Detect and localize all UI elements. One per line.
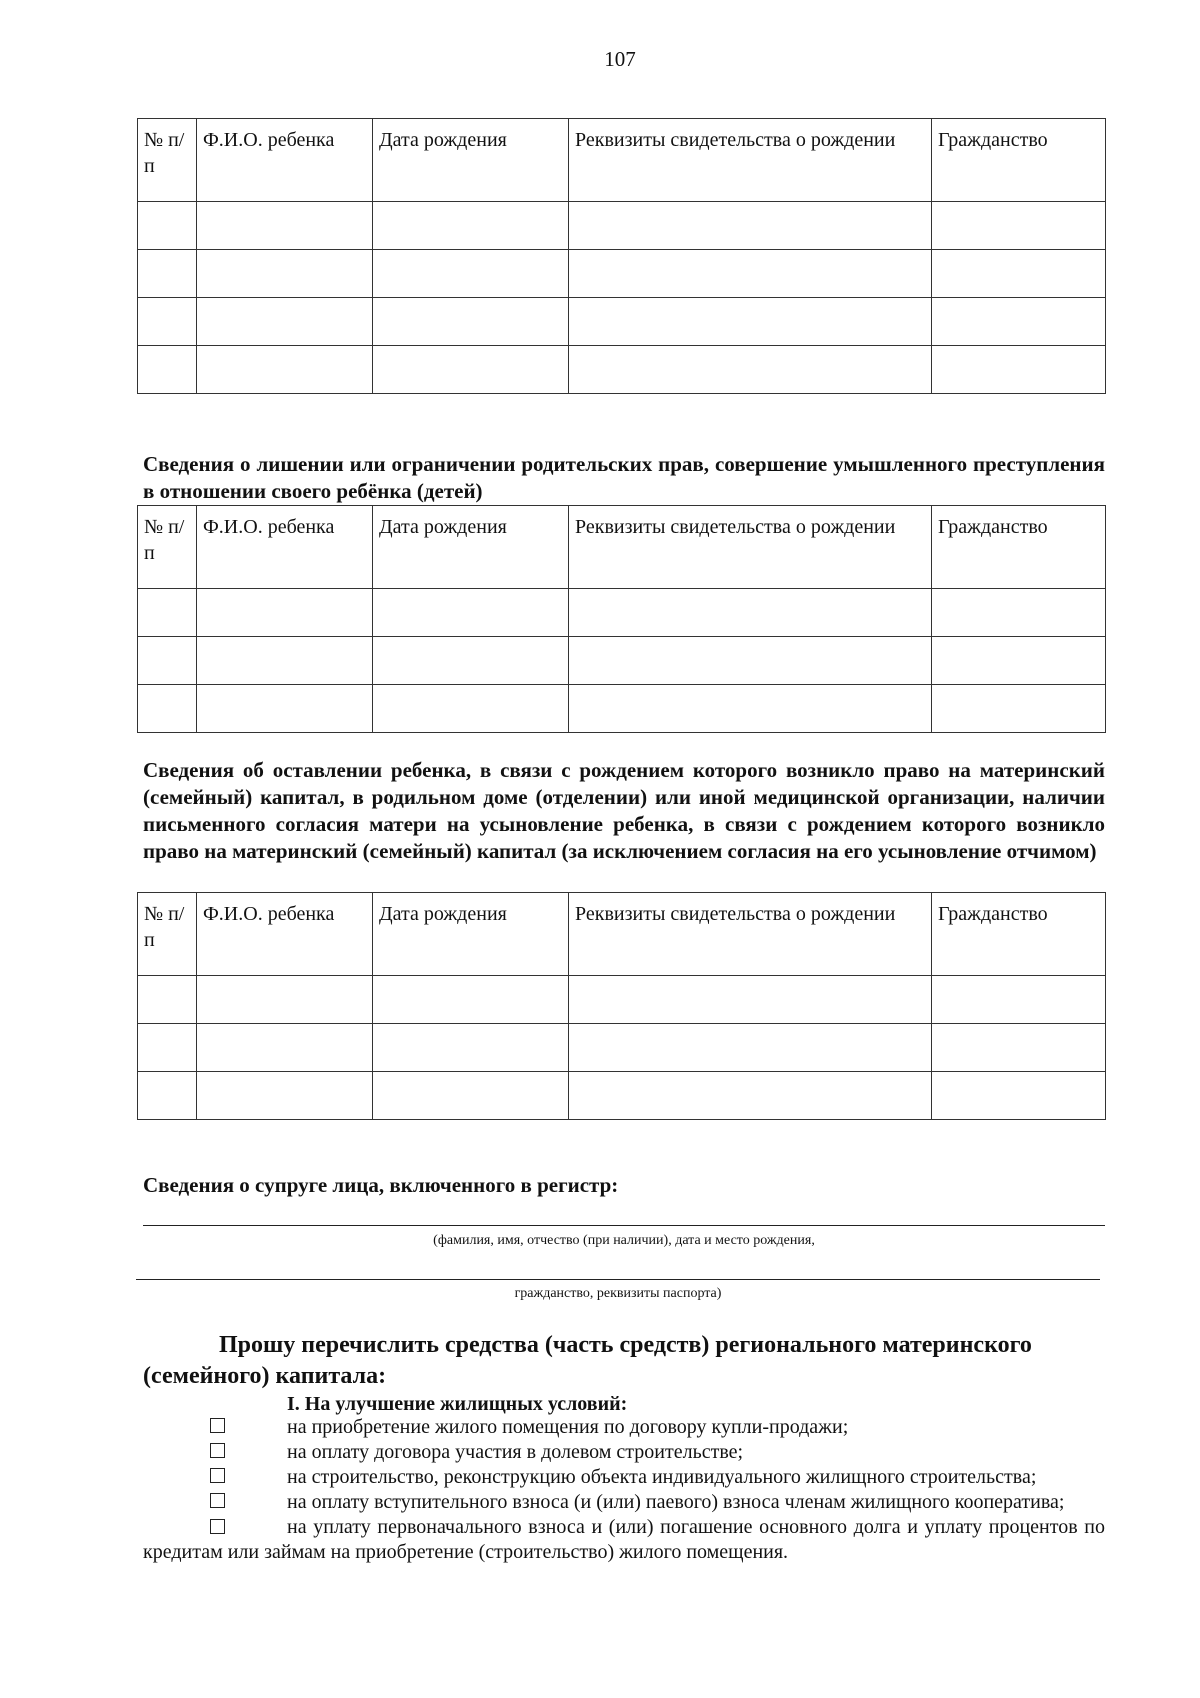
cell[interactable] xyxy=(197,637,373,685)
cell[interactable] xyxy=(932,1024,1106,1072)
cell[interactable] xyxy=(932,1072,1106,1120)
cell[interactable] xyxy=(197,202,373,250)
checkbox[interactable] xyxy=(210,1468,225,1483)
cell[interactable] xyxy=(138,637,197,685)
cell[interactable] xyxy=(197,1072,373,1120)
cell[interactable] xyxy=(373,250,569,298)
cell[interactable] xyxy=(138,976,197,1024)
cell[interactable] xyxy=(197,346,373,394)
col-header-citizenship: Гражданство xyxy=(932,506,1106,589)
table-row xyxy=(138,637,1106,685)
cell[interactable] xyxy=(373,1024,569,1072)
cell[interactable] xyxy=(932,250,1106,298)
cell[interactable] xyxy=(138,1072,197,1120)
col-header-fio: Ф.И.О. ребенка xyxy=(197,119,373,202)
cell[interactable] xyxy=(138,1024,197,1072)
table-header-row xyxy=(138,119,1106,202)
table-row xyxy=(138,976,1106,1024)
request-title: Прошу перечислить средства (часть средств) регионального материнского (семейного) капитала: xyxy=(143,1332,1032,1389)
col-header-num: № п/п xyxy=(138,119,197,202)
spouse-caption-2: гражданство, реквизиты паспорта) xyxy=(514,1286,722,1301)
checkbox[interactable] xyxy=(210,1443,225,1458)
col-header-certificate: Реквизиты свидетельства о рождении xyxy=(569,893,932,976)
page-number: 107 xyxy=(604,47,636,71)
spouse-section-title: Сведения о супруге лица, включенного в регистр: xyxy=(143,1173,619,1197)
option-label: на строительство, реконструкцию объекта индивидуального жилищного строительства; xyxy=(287,1466,1037,1488)
cell[interactable] xyxy=(932,202,1106,250)
cell[interactable] xyxy=(373,346,569,394)
col-header-citizenship: Гражданство xyxy=(932,893,1106,976)
table-header-row xyxy=(138,506,1106,589)
abandonment-table xyxy=(137,892,1106,1120)
cell[interactable] xyxy=(197,976,373,1024)
col-header-birth-date: Дата рождения xyxy=(373,893,569,976)
option-label: на оплату вступительного взноса (и (или) паевого) взноса членам жилищного кооператива; xyxy=(287,1491,1065,1513)
table-row xyxy=(138,1072,1106,1120)
cell[interactable] xyxy=(569,346,932,394)
table-row xyxy=(138,589,1106,637)
table-row xyxy=(138,346,1106,394)
cell[interactable] xyxy=(373,637,569,685)
col-header-citizenship: Гражданство xyxy=(932,119,1106,202)
checkbox[interactable] xyxy=(210,1519,225,1534)
cell[interactable] xyxy=(138,298,197,346)
spouse-input-line-1[interactable] xyxy=(143,1225,1105,1226)
section-abandonment-title: Сведения об оставлении ребенка, в связи с рождением которого возникло право на материнский (семейный) капитал, в родильном доме (отделении) или иной медицинской организации, наличии письменного согласия матери на усыновление ребенка, в связи с рождением которого возникло право на материнский (семейный) капитал (за исключением согласия на его усыновление отчимом) xyxy=(143,758,1105,863)
cell[interactable] xyxy=(373,589,569,637)
cell[interactable] xyxy=(932,298,1106,346)
cell[interactable] xyxy=(197,589,373,637)
col-header-birth-date: Дата рождения xyxy=(373,506,569,589)
cell[interactable] xyxy=(569,976,932,1024)
cell[interactable] xyxy=(932,589,1106,637)
table-row xyxy=(138,1024,1106,1072)
cell[interactable] xyxy=(569,298,932,346)
cell[interactable] xyxy=(932,685,1106,733)
table-row xyxy=(138,685,1106,733)
cell[interactable] xyxy=(197,250,373,298)
cell[interactable] xyxy=(932,976,1106,1024)
cell[interactable] xyxy=(138,250,197,298)
col-header-num: № п/п xyxy=(138,506,197,589)
col-header-fio: Ф.И.О. ребенка xyxy=(197,893,373,976)
cell[interactable] xyxy=(569,637,932,685)
table-row xyxy=(138,298,1106,346)
cell[interactable] xyxy=(569,1024,932,1072)
col-header-certificate: Реквизиты свидетельства о рождении xyxy=(569,119,932,202)
spouse-caption-1: (фамилия, имя, отчество (при наличии), дата и место рождения, xyxy=(433,1233,815,1248)
option-label: на оплату договора участия в долевом строительстве; xyxy=(287,1441,744,1463)
deprivation-table xyxy=(137,505,1106,733)
table-header-row xyxy=(138,893,1106,976)
cell[interactable] xyxy=(569,250,932,298)
cell[interactable] xyxy=(197,1024,373,1072)
option-label: на приобретение жилого помещения по договору купли-продажи; xyxy=(287,1416,849,1438)
col-header-num: № п/п xyxy=(138,893,197,976)
cell[interactable] xyxy=(197,298,373,346)
option-loan-repayment[interactable] xyxy=(143,1515,1105,1565)
col-header-birth-date: Дата рождения xyxy=(373,119,569,202)
cell[interactable] xyxy=(373,976,569,1024)
checkbox[interactable] xyxy=(210,1418,225,1433)
section-deprivation-title: Сведения о лишении или ограничении родительских прав, совершение умышленного преступления в отношении своего ребёнка (детей) xyxy=(143,452,1105,503)
cell[interactable] xyxy=(138,589,197,637)
col-header-fio: Ф.И.О. ребенка xyxy=(197,506,373,589)
cell[interactable] xyxy=(373,685,569,733)
checkbox[interactable] xyxy=(210,1493,225,1508)
table-row xyxy=(138,250,1106,298)
cell[interactable] xyxy=(569,202,932,250)
option-label: на уплату первоначального взноса и (или) погашение основного долга и уплату процентов по кредитам или займам на приобретение (строительство) жилого помещения. xyxy=(143,1516,1105,1563)
cell[interactable] xyxy=(569,1072,932,1120)
cell[interactable] xyxy=(373,202,569,250)
housing-subheading: I. На улучшение жилищных условий: xyxy=(287,1393,628,1415)
spouse-input-line-2[interactable] xyxy=(136,1279,1100,1280)
cell[interactable] xyxy=(373,298,569,346)
cell[interactable] xyxy=(138,685,197,733)
cell[interactable] xyxy=(138,202,197,250)
cell[interactable] xyxy=(569,685,932,733)
children-table xyxy=(137,118,1106,394)
cell[interactable] xyxy=(138,346,197,394)
cell[interactable] xyxy=(373,1072,569,1120)
table-row xyxy=(138,202,1106,250)
cell[interactable] xyxy=(932,346,1106,394)
cell[interactable] xyxy=(197,685,373,733)
col-header-certificate: Реквизиты свидетельства о рождении xyxy=(569,506,932,589)
cell[interactable] xyxy=(932,637,1106,685)
cell[interactable] xyxy=(569,589,932,637)
